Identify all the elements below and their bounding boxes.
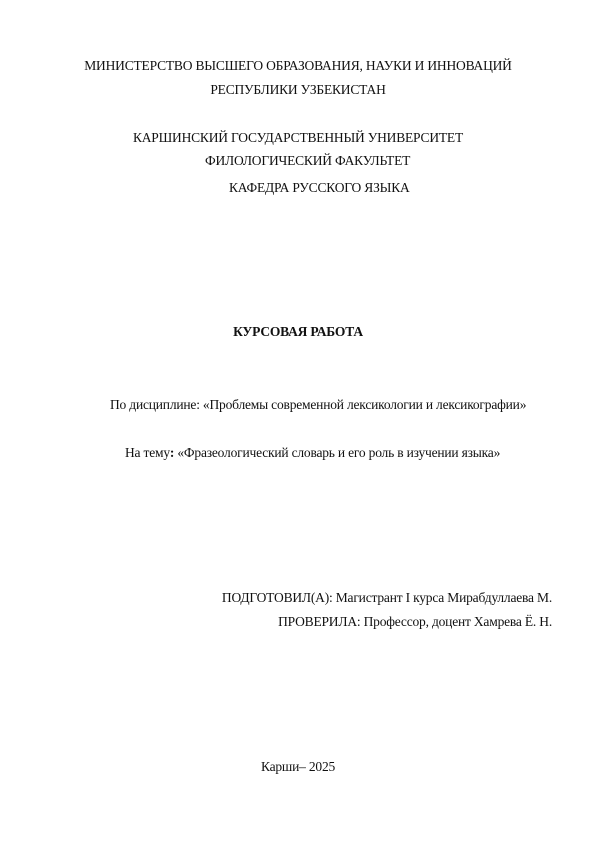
ministry-line-2: РЕСПУБЛИКИ УЗБЕКИСТАН (210, 82, 386, 97)
ministry-line-1: МИНИСТЕРСТВО ВЫСШЕГО ОБРАЗОВАНИЯ, НАУКИ И ИННОВАЦИЙ (84, 58, 512, 73)
topic-prefix: На тему (125, 445, 170, 460)
document-title: КУРСОВАЯ РАБОТА (233, 324, 363, 339)
discipline-line: По дисциплине: «Проблемы современной лексикологии и лексикографии» (110, 397, 527, 412)
topic-text: «Фразеологический словарь и его роль в изучении языка» (174, 445, 501, 460)
faculty-name: ФИЛОЛОГИЧЕСКИЙ ФАКУЛЬТЕТ (205, 153, 411, 168)
department-name: КАФЕДРА РУССКОГО ЯЗЫКА (229, 180, 410, 195)
topic-line (125, 445, 500, 461)
checked-by: ПРОВЕРИЛА: Профессор, доцент Хамрева Ё. Н. (278, 614, 552, 629)
university-name: КАРШИНСКИЙ ГОСУДАРСТВЕННЫЙ УНИВЕРСИТЕТ (132, 130, 464, 145)
prepared-by: ПОДГОТОВИЛ(А): Магистрант I курса Мирабдуллаева М. (221, 590, 552, 605)
topic-colon: : (169, 445, 175, 460)
city-year: Карши– 2025 (260, 759, 336, 774)
